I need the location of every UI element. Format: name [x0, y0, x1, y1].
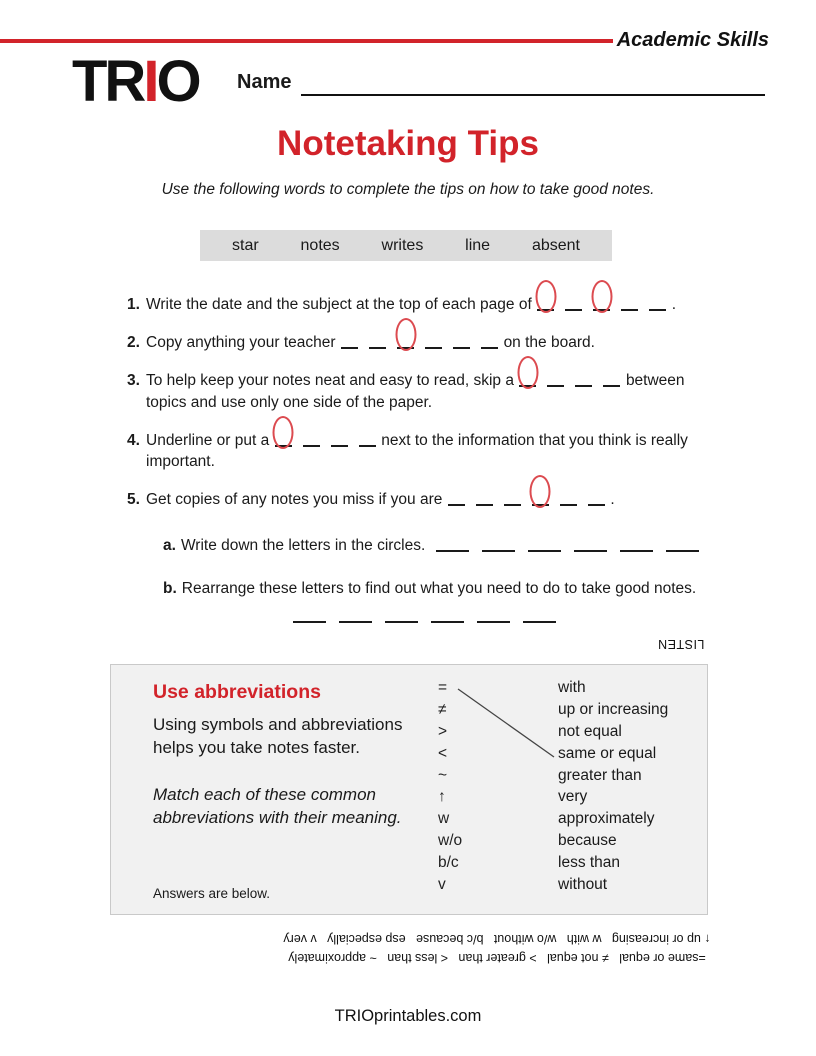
question-text-after: next to the information that you think is really important. [146, 431, 688, 470]
abbreviations-instruction: Match each of these common abbreviations with their meaning. [153, 785, 402, 827]
question-item [127, 294, 721, 316]
answer-blank [481, 334, 498, 349]
answer-blank-circled [593, 296, 610, 311]
question-item [127, 489, 721, 511]
footer-url: TRIOprintables.com [334, 1007, 482, 1025]
answer-blank-circled [532, 491, 549, 506]
upside-down-answer-word: LISTEN [657, 637, 705, 651]
answer-blank-circled [275, 432, 292, 447]
answer-blank [565, 296, 582, 311]
word-bank [200, 230, 612, 261]
abbrev-meaning: same or equal [558, 744, 657, 762]
answer-blank [482, 537, 515, 552]
answer-blank [666, 537, 699, 552]
question-text-before: Copy anything your teacher [146, 334, 336, 351]
sub-question-a-label: a. [163, 537, 176, 554]
abbrev-meaning: very [558, 788, 588, 806]
sub-question-b-label: b. [163, 580, 177, 597]
letter-circle [273, 416, 294, 449]
answer-blank [588, 491, 605, 506]
word-bank-word: notes [300, 236, 340, 254]
answer-blank [574, 537, 607, 552]
question-text-after: between topics and use only one side of the paper. [146, 372, 685, 411]
letter-circle [395, 318, 416, 351]
name-write-line [301, 70, 765, 96]
answer-blank [331, 432, 348, 447]
sub-question-b-text: Rearrange these letters to find out what you need to do to take good notes. [181, 580, 697, 597]
abbreviations-box [110, 664, 708, 915]
abbrev-symbol: b/c [438, 854, 459, 872]
answer-blank [385, 608, 418, 623]
question-text-before: To help keep your notes neat and easy to read, skip a [146, 372, 514, 389]
abbrev-meaning: approximately [558, 810, 655, 828]
answer-blank [649, 296, 666, 311]
answer-blank [436, 537, 469, 552]
answer-key-line-2: ↑ up or increasing w with w/o without b/c because esp especially v very [283, 932, 711, 947]
answer-blank [547, 372, 564, 387]
letter-circle [535, 280, 556, 313]
answer-blank [504, 491, 521, 506]
logo-part-o: O [156, 49, 199, 114]
question-list [127, 294, 721, 527]
letter-circle [517, 356, 538, 389]
abbrev-symbol: ≠ [438, 700, 447, 718]
abbrev-symbol: w [438, 810, 450, 828]
abbrev-symbol: < [438, 744, 448, 762]
abbreviations-description: Using symbols and abbreviations helps you take notes faster. [153, 715, 403, 757]
question-item [127, 332, 721, 354]
answer-key-line-1: =same or equal ≠ not equal > greater than < less than ~ approximately [288, 951, 706, 965]
word-bank-word: star [232, 236, 259, 254]
sub-question-a [163, 535, 723, 557]
logo-part-i: I [143, 49, 157, 114]
sample-match-line [111, 665, 709, 916]
question-text-before: Write the date and the subject at the top of each page of [146, 296, 532, 313]
sub-question-a-text: Write down the letters in the circles. [180, 537, 430, 554]
worksheet-instruction: Use the following words to complete the tips on how to take good notes. [161, 181, 655, 198]
question-number: 3. [127, 372, 140, 389]
word-bank-word: writes [381, 236, 424, 254]
answer-blank [523, 608, 556, 623]
abbrev-symbol: ~ [438, 766, 448, 784]
category-label: Academic Skills [616, 29, 769, 51]
answer-blank [341, 334, 358, 349]
question-number: 4. [127, 431, 140, 449]
question-text-before: Get copies of any notes you miss if you are [146, 491, 443, 508]
upside-down-answer-key [277, 930, 717, 967]
name-label: Name [237, 71, 292, 93]
abbreviations-footnote: Answers are below. [153, 886, 271, 901]
answer-blank [560, 491, 577, 506]
abbrev-meaning: because [558, 832, 617, 850]
answer-blank [528, 537, 561, 552]
word-bank-word: absent [531, 236, 580, 254]
abbrev-symbol: > [438, 722, 448, 740]
question-number: 2. [127, 334, 140, 351]
trio-logo [72, 48, 199, 115]
logo-part-tr: TR [72, 49, 144, 114]
question-number: 5. [127, 491, 140, 508]
answer-blank [359, 432, 376, 447]
answer-blank [303, 432, 320, 447]
answer-blank [339, 608, 372, 623]
header-rule [0, 39, 613, 43]
page-title: Notetaking Tips [277, 124, 539, 163]
answer-blank [575, 372, 592, 387]
answer-blank-circled [397, 334, 414, 349]
question-text-after: on the board. [503, 334, 595, 351]
abbrev-meaning: greater than [558, 766, 642, 784]
abbrev-meaning: not equal [558, 722, 622, 740]
abbreviations-title: Use abbreviations [153, 681, 321, 703]
answer-blank [476, 491, 493, 506]
answer-blank [448, 491, 465, 506]
answer-blank [453, 334, 470, 349]
answer-blank [621, 296, 638, 311]
question-text-before: Underline or put a [146, 431, 270, 449]
letter-circle [591, 280, 612, 313]
answer-blank [431, 608, 464, 623]
word-bank-word: line [465, 236, 491, 254]
answer-blank [477, 608, 510, 623]
answer-blank [369, 334, 386, 349]
abbrev-meaning: up or increasing [558, 700, 669, 718]
question-number: 1. [127, 296, 140, 313]
question-item [127, 430, 721, 473]
question-text-after: . [671, 296, 677, 313]
abbrev-meaning: less than [558, 854, 621, 872]
rearrange-answer-blanks [127, 608, 721, 626]
question-item [127, 370, 721, 413]
abbrev-meaning: without [558, 876, 608, 894]
abbrev-meaning: with [558, 679, 586, 696]
abbrev-symbol: ↑ [438, 788, 446, 806]
answer-blank [425, 334, 442, 349]
answer-blank [620, 537, 653, 552]
answer-blank [293, 608, 326, 623]
question-text-after: . [610, 491, 615, 508]
sub-question-b [163, 578, 763, 600]
name-row [237, 70, 765, 96]
abbrev-symbol: = [438, 679, 448, 696]
answer-blank-circled [519, 372, 536, 387]
answer-blank-circled [537, 296, 554, 311]
abbrev-symbol: v [438, 876, 446, 894]
answer-blank [603, 372, 620, 387]
letter-circle [530, 475, 551, 508]
abbrev-symbol: w/o [438, 832, 463, 850]
